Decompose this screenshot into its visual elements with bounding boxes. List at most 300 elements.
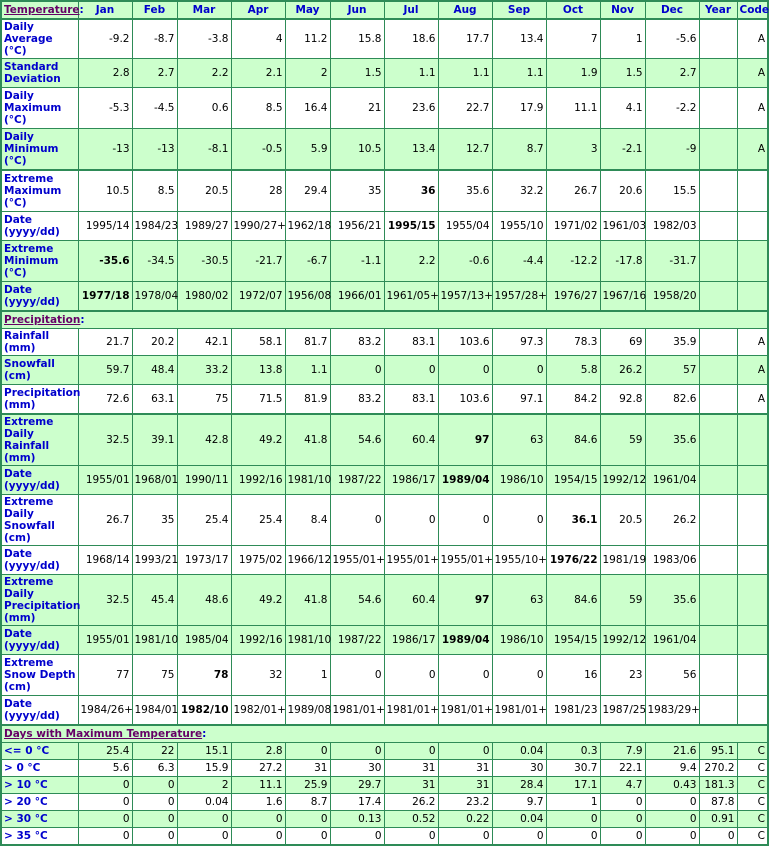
cell-may: 5.9 — [285, 129, 330, 171]
cell-dec: 1958/20 — [645, 282, 699, 312]
cell-oct: 30.7 — [546, 760, 600, 777]
cell-nov: 0 — [600, 811, 645, 828]
cell-year — [699, 495, 737, 546]
cell-oct: 78.3 — [546, 329, 600, 356]
cell-feb: 45.4 — [132, 575, 177, 626]
table-row — [1, 546, 768, 575]
cell-dec: 1961/04 — [645, 626, 699, 655]
cell-jun: 15.8 — [330, 19, 384, 59]
table-row — [1, 170, 768, 212]
cell-may: 1966/12 — [285, 546, 330, 575]
cell-code — [737, 495, 768, 546]
table-row — [1, 626, 768, 655]
cell-year — [699, 329, 737, 356]
table-row — [1, 59, 768, 88]
days-max-temp-section-row — [1, 725, 768, 743]
cell-nov: 1 — [600, 19, 645, 59]
col-aug: Aug — [438, 1, 492, 19]
cell-mar: -8.1 — [177, 129, 231, 171]
cell-code: C — [737, 777, 768, 794]
cell-jul: 83.1 — [384, 329, 438, 356]
cell-dec: -9 — [645, 129, 699, 171]
cell-may: -6.7 — [285, 241, 330, 282]
cell-jul: 1986/17 — [384, 466, 438, 495]
table-row — [1, 19, 768, 59]
cell-oct: 1954/15 — [546, 626, 600, 655]
row-label-10-c: > 10 °C — [1, 777, 78, 794]
cell-feb: -13 — [132, 129, 177, 171]
cell-sep: 97.1 — [492, 385, 546, 415]
cell-apr: 25.4 — [231, 495, 285, 546]
cell-year: 0 — [699, 828, 737, 846]
cell-jul: 0 — [384, 743, 438, 760]
days-max-temp-section-header — [1, 725, 768, 743]
row-label-standard-deviation: Standard Deviation — [1, 59, 78, 88]
cell-aug: 0 — [438, 828, 492, 846]
cell-jan: 1955/01 — [78, 626, 132, 655]
cell-year — [699, 546, 737, 575]
cell-dec: 35.9 — [645, 329, 699, 356]
cell-aug: -0.6 — [438, 241, 492, 282]
cell-mar: 75 — [177, 385, 231, 415]
cell-code — [737, 546, 768, 575]
row-label-0-c: > 0 °C — [1, 760, 78, 777]
cell-jul: 1981/01+ — [384, 696, 438, 726]
cell-year — [699, 241, 737, 282]
cell-code — [737, 170, 768, 212]
col-jan: Jan — [78, 1, 132, 19]
cell-feb: 8.5 — [132, 170, 177, 212]
cell-mar: 78 — [177, 655, 231, 696]
cell-year — [699, 170, 737, 212]
cell-jan: 1968/14 — [78, 546, 132, 575]
cell-jun: 17.4 — [330, 794, 384, 811]
cell-nov: 59 — [600, 575, 645, 626]
cell-aug: 17.7 — [438, 19, 492, 59]
cell-year — [699, 575, 737, 626]
row-label-date-yyyy-dd: Date (yyyy/dd) — [1, 546, 78, 575]
cell-mar: 0 — [177, 828, 231, 846]
cell-mar: 1973/17 — [177, 546, 231, 575]
cell-code — [737, 414, 768, 466]
row-label-extreme-daily-precipitation-mm: Extreme Daily Precipitation (mm) — [1, 575, 78, 626]
cell-sep: 0.04 — [492, 743, 546, 760]
cell-jul: 0 — [384, 356, 438, 385]
cell-aug: 1981/01+ — [438, 696, 492, 726]
cell-jun: 1955/01+ — [330, 546, 384, 575]
cell-may: 1989/08 — [285, 696, 330, 726]
cell-sep: 0 — [492, 495, 546, 546]
cell-feb: 35 — [132, 495, 177, 546]
cell-aug: 1955/04 — [438, 212, 492, 241]
cell-feb: 48.4 — [132, 356, 177, 385]
temperature-section-header — [1, 1, 84, 19]
cell-code: C — [737, 794, 768, 811]
cell-sep: 63 — [492, 575, 546, 626]
cell-mar: 48.6 — [177, 575, 231, 626]
cell-feb: -34.5 — [132, 241, 177, 282]
cell-may: 8.7 — [285, 794, 330, 811]
table-row — [1, 575, 768, 626]
cell-code — [737, 655, 768, 696]
cell-dec: 82.6 — [645, 385, 699, 415]
cell-may: 8.4 — [285, 495, 330, 546]
cell-jan: 1955/01 — [78, 466, 132, 495]
cell-nov: 26.2 — [600, 356, 645, 385]
cell-nov: 0 — [600, 828, 645, 846]
cell-year — [699, 129, 737, 171]
cell-jun: 0 — [330, 828, 384, 846]
cell-dec: -2.2 — [645, 88, 699, 129]
table-row — [1, 88, 768, 129]
cell-jan: 1995/14 — [78, 212, 132, 241]
cell-oct: 17.1 — [546, 777, 600, 794]
cell-year — [699, 282, 737, 312]
col-jul: Jul — [384, 1, 438, 19]
table-row — [1, 356, 768, 385]
cell-jan: 21.7 — [78, 329, 132, 356]
cell-apr: 2.8 — [231, 743, 285, 760]
cell-aug: 103.6 — [438, 385, 492, 415]
col-year: Year — [699, 1, 737, 19]
cell-jan: 5.6 — [78, 760, 132, 777]
cell-jul: 31 — [384, 760, 438, 777]
cell-aug: 0 — [438, 655, 492, 696]
cell-code — [737, 282, 768, 312]
cell-dec: -5.6 — [645, 19, 699, 59]
cell-jan: 59.7 — [78, 356, 132, 385]
cell-year — [699, 655, 737, 696]
cell-dec: 35.6 — [645, 575, 699, 626]
cell-jan: 1977/18 — [78, 282, 132, 312]
cell-mar: 0.04 — [177, 794, 231, 811]
cell-code — [737, 241, 768, 282]
cell-apr: 1992/16 — [231, 466, 285, 495]
cell-sep: 0.04 — [492, 811, 546, 828]
cell-sep: 0 — [492, 655, 546, 696]
colon: : — [202, 728, 207, 740]
row-label-0-c: <= 0 °C — [1, 743, 78, 760]
cell-mar: 2 — [177, 777, 231, 794]
cell-jun: 1987/22 — [330, 626, 384, 655]
cell-may: 1 — [285, 655, 330, 696]
cell-jun: 1981/01+ — [330, 696, 384, 726]
cell-oct: 16 — [546, 655, 600, 696]
cell-jul: 0 — [384, 828, 438, 846]
precipitation-link[interactable]: Precipitation — [4, 314, 81, 326]
cell-sep: 32.2 — [492, 170, 546, 212]
row-label-precipitation-mm: Precipitation (mm) — [1, 385, 78, 415]
cell-year: 87.8 — [699, 794, 737, 811]
cell-mar: 33.2 — [177, 356, 231, 385]
cell-sep: 1955/10+ — [492, 546, 546, 575]
cell-aug: 1989/04 — [438, 626, 492, 655]
cell-jul: 1961/05+ — [384, 282, 438, 312]
cell-may: 0 — [285, 828, 330, 846]
cell-jul: 2.2 — [384, 241, 438, 282]
row-label-extreme-minimum-c: Extreme Minimum (°C) — [1, 241, 78, 282]
cell-feb: 0 — [132, 794, 177, 811]
cell-code — [737, 466, 768, 495]
cell-dec: 0.43 — [645, 777, 699, 794]
cell-jun: 35 — [330, 170, 384, 212]
cell-nov: 59 — [600, 414, 645, 466]
cell-feb: 22 — [132, 743, 177, 760]
cell-aug: 0 — [438, 495, 492, 546]
cell-sep: 8.7 — [492, 129, 546, 171]
cell-jan: 0 — [78, 777, 132, 794]
cell-may: 81.7 — [285, 329, 330, 356]
cell-feb: 39.1 — [132, 414, 177, 466]
cell-mar: 0.6 — [177, 88, 231, 129]
colon: : — [79, 4, 84, 16]
cell-sep: -4.4 — [492, 241, 546, 282]
cell-feb: 2.7 — [132, 59, 177, 88]
cell-code: C — [737, 760, 768, 777]
cell-oct: 0 — [546, 828, 600, 846]
cell-apr: 32 — [231, 655, 285, 696]
cell-oct: 84.6 — [546, 414, 600, 466]
cell-code: A — [737, 329, 768, 356]
cell-mar: 42.1 — [177, 329, 231, 356]
cell-jun: 83.2 — [330, 329, 384, 356]
cell-oct: 84.6 — [546, 575, 600, 626]
cell-dec: 57 — [645, 356, 699, 385]
cell-jan: 32.5 — [78, 575, 132, 626]
cell-nov: 1967/16 — [600, 282, 645, 312]
cell-code: A — [737, 356, 768, 385]
cell-jan: 0 — [78, 794, 132, 811]
cell-code: C — [737, 811, 768, 828]
cell-apr: 8.5 — [231, 88, 285, 129]
cell-apr: 0 — [231, 828, 285, 846]
cell-dec: 2.7 — [645, 59, 699, 88]
cell-mar: 15.9 — [177, 760, 231, 777]
cell-oct: 11.1 — [546, 88, 600, 129]
cell-feb: 20.2 — [132, 329, 177, 356]
table-row — [1, 696, 768, 726]
cell-jul: 0 — [384, 655, 438, 696]
cell-dec: 0 — [645, 828, 699, 846]
cell-dec: 0 — [645, 811, 699, 828]
cell-may: 11.2 — [285, 19, 330, 59]
cell-nov: 7.9 — [600, 743, 645, 760]
cell-may: 0 — [285, 743, 330, 760]
cell-aug: 31 — [438, 777, 492, 794]
cell-jun: 0.13 — [330, 811, 384, 828]
cell-year: 0.91 — [699, 811, 737, 828]
cell-year — [699, 59, 737, 88]
cell-jun: 0 — [330, 495, 384, 546]
cell-apr: 27.2 — [231, 760, 285, 777]
cell-dec: 9.4 — [645, 760, 699, 777]
cell-apr: -0.5 — [231, 129, 285, 171]
cell-jun: 10.5 — [330, 129, 384, 171]
cell-year — [699, 385, 737, 415]
cell-jan: 1984/26+ — [78, 696, 132, 726]
row-label-date-yyyy-dd: Date (yyyy/dd) — [1, 212, 78, 241]
cell-jul: 18.6 — [384, 19, 438, 59]
row-label-extreme-daily-snowfall-cm: Extreme Daily Snowfall (cm) — [1, 495, 78, 546]
table-row — [1, 794, 768, 811]
cell-may: 29.4 — [285, 170, 330, 212]
cell-nov: 0 — [600, 794, 645, 811]
cell-may: 1981/10 — [285, 466, 330, 495]
cell-sep: 13.4 — [492, 19, 546, 59]
cell-dec: 15.5 — [645, 170, 699, 212]
col-jun: Jun — [330, 1, 384, 19]
cell-nov: 1981/19 — [600, 546, 645, 575]
cell-aug: 1955/01+ — [438, 546, 492, 575]
cell-sep: 1.1 — [492, 59, 546, 88]
row-label-extreme-daily-rainfall-mm: Extreme Daily Rainfall (mm) — [1, 414, 78, 466]
cell-feb: 0 — [132, 777, 177, 794]
cell-apr: 58.1 — [231, 329, 285, 356]
temperature-link[interactable]: Temperature — [4, 4, 80, 16]
cell-aug: 23.2 — [438, 794, 492, 811]
cell-aug: 97 — [438, 414, 492, 466]
cell-feb: -4.5 — [132, 88, 177, 129]
cell-jul: 13.4 — [384, 129, 438, 171]
cell-jan: 26.7 — [78, 495, 132, 546]
cell-may: 1981/10 — [285, 626, 330, 655]
cell-may: 25.9 — [285, 777, 330, 794]
cell-dec: 21.6 — [645, 743, 699, 760]
cell-mar: 1980/02 — [177, 282, 231, 312]
cell-oct: 1976/27 — [546, 282, 600, 312]
cell-oct: 1 — [546, 794, 600, 811]
cell-dec: 35.6 — [645, 414, 699, 466]
cell-year — [699, 19, 737, 59]
col-mar: Mar — [177, 1, 231, 19]
cell-jun: 0 — [330, 655, 384, 696]
cell-jan: 72.6 — [78, 385, 132, 415]
cell-nov: 69 — [600, 329, 645, 356]
cell-mar: 42.8 — [177, 414, 231, 466]
cell-aug: 97 — [438, 575, 492, 626]
cell-year — [699, 626, 737, 655]
cell-jul: 1986/17 — [384, 626, 438, 655]
cell-year: 181.3 — [699, 777, 737, 794]
cell-aug: 0.22 — [438, 811, 492, 828]
cell-sep: 28.4 — [492, 777, 546, 794]
cell-jun: 1.5 — [330, 59, 384, 88]
cell-year — [699, 414, 737, 466]
cell-may: 81.9 — [285, 385, 330, 415]
header-row — [1, 1, 768, 19]
cell-feb: 63.1 — [132, 385, 177, 415]
cell-feb: 75 — [132, 655, 177, 696]
cell-jul: 1955/01+ — [384, 546, 438, 575]
cell-mar: 1985/04 — [177, 626, 231, 655]
cell-oct: 3 — [546, 129, 600, 171]
cell-nov: 20.5 — [600, 495, 645, 546]
cell-feb: 0 — [132, 811, 177, 828]
cell-mar: 0 — [177, 811, 231, 828]
cell-dec: 1982/03 — [645, 212, 699, 241]
row-label-20-c: > 20 °C — [1, 794, 78, 811]
col-code: Code — [737, 1, 768, 19]
cell-jan: -35.6 — [78, 241, 132, 282]
cell-mar: -3.8 — [177, 19, 231, 59]
table-row — [1, 212, 768, 241]
cell-jan: 0 — [78, 811, 132, 828]
table-body — [1, 19, 768, 845]
cell-code: A — [737, 385, 768, 415]
table-row — [1, 414, 768, 466]
cell-may: 41.8 — [285, 575, 330, 626]
table-row — [1, 760, 768, 777]
cell-dec: -31.7 — [645, 241, 699, 282]
cell-code: A — [737, 59, 768, 88]
cell-jun: 0 — [330, 743, 384, 760]
cell-jul: 1995/15 — [384, 212, 438, 241]
cell-apr: 11.1 — [231, 777, 285, 794]
cell-apr: -21.7 — [231, 241, 285, 282]
cell-sep: 1957/28+ — [492, 282, 546, 312]
cell-oct: 1976/22 — [546, 546, 600, 575]
cell-jul: 60.4 — [384, 575, 438, 626]
cell-jan: -9.2 — [78, 19, 132, 59]
cell-jul: 1.1 — [384, 59, 438, 88]
cell-aug: 103.6 — [438, 329, 492, 356]
precipitation-section-header — [1, 311, 768, 329]
cell-oct: 36.1 — [546, 495, 600, 546]
days-max-temp-link[interactable]: Days with Maximum Temperature — [4, 728, 203, 740]
cell-oct: 1981/23 — [546, 696, 600, 726]
cell-feb: 1993/21 — [132, 546, 177, 575]
cell-may: 41.8 — [285, 414, 330, 466]
cell-nov: 22.1 — [600, 760, 645, 777]
cell-oct: 1971/02 — [546, 212, 600, 241]
cell-year — [699, 88, 737, 129]
cell-aug: 31 — [438, 760, 492, 777]
cell-feb: 0 — [132, 828, 177, 846]
cell-oct: 1.9 — [546, 59, 600, 88]
cell-may: 16.4 — [285, 88, 330, 129]
cell-may: 1.1 — [285, 356, 330, 385]
cell-nov: 20.6 — [600, 170, 645, 212]
table-row — [1, 466, 768, 495]
cell-jan: 32.5 — [78, 414, 132, 466]
cell-feb: 1978/04 — [132, 282, 177, 312]
cell-may: 31 — [285, 760, 330, 777]
row-label-daily-minimum-c: Daily Minimum (°C) — [1, 129, 78, 171]
cell-dec: 0 — [645, 794, 699, 811]
cell-dec: 1983/29+ — [645, 696, 699, 726]
cell-sep: 30 — [492, 760, 546, 777]
row-label-extreme-snow-depth-cm: Extreme Snow Depth (cm) — [1, 655, 78, 696]
cell-aug: 0 — [438, 743, 492, 760]
cell-jul: 60.4 — [384, 414, 438, 466]
cell-aug: 0 — [438, 356, 492, 385]
cell-jul: 0.52 — [384, 811, 438, 828]
cell-nov: 1992/12 — [600, 626, 645, 655]
cell-aug: 1.1 — [438, 59, 492, 88]
cell-apr: 28 — [231, 170, 285, 212]
row-label-date-yyyy-dd: Date (yyyy/dd) — [1, 282, 78, 312]
row-label-daily-maximum-c: Daily Maximum (°C) — [1, 88, 78, 129]
cell-jul: 31 — [384, 777, 438, 794]
cell-mar: 25.4 — [177, 495, 231, 546]
cell-sep: 1986/10 — [492, 466, 546, 495]
cell-sep: 1955/10 — [492, 212, 546, 241]
cell-nov: 92.8 — [600, 385, 645, 415]
col-nov: Nov — [600, 1, 645, 19]
cell-jun: 1987/22 — [330, 466, 384, 495]
cell-feb: 1984/23 — [132, 212, 177, 241]
cell-oct: 84.2 — [546, 385, 600, 415]
